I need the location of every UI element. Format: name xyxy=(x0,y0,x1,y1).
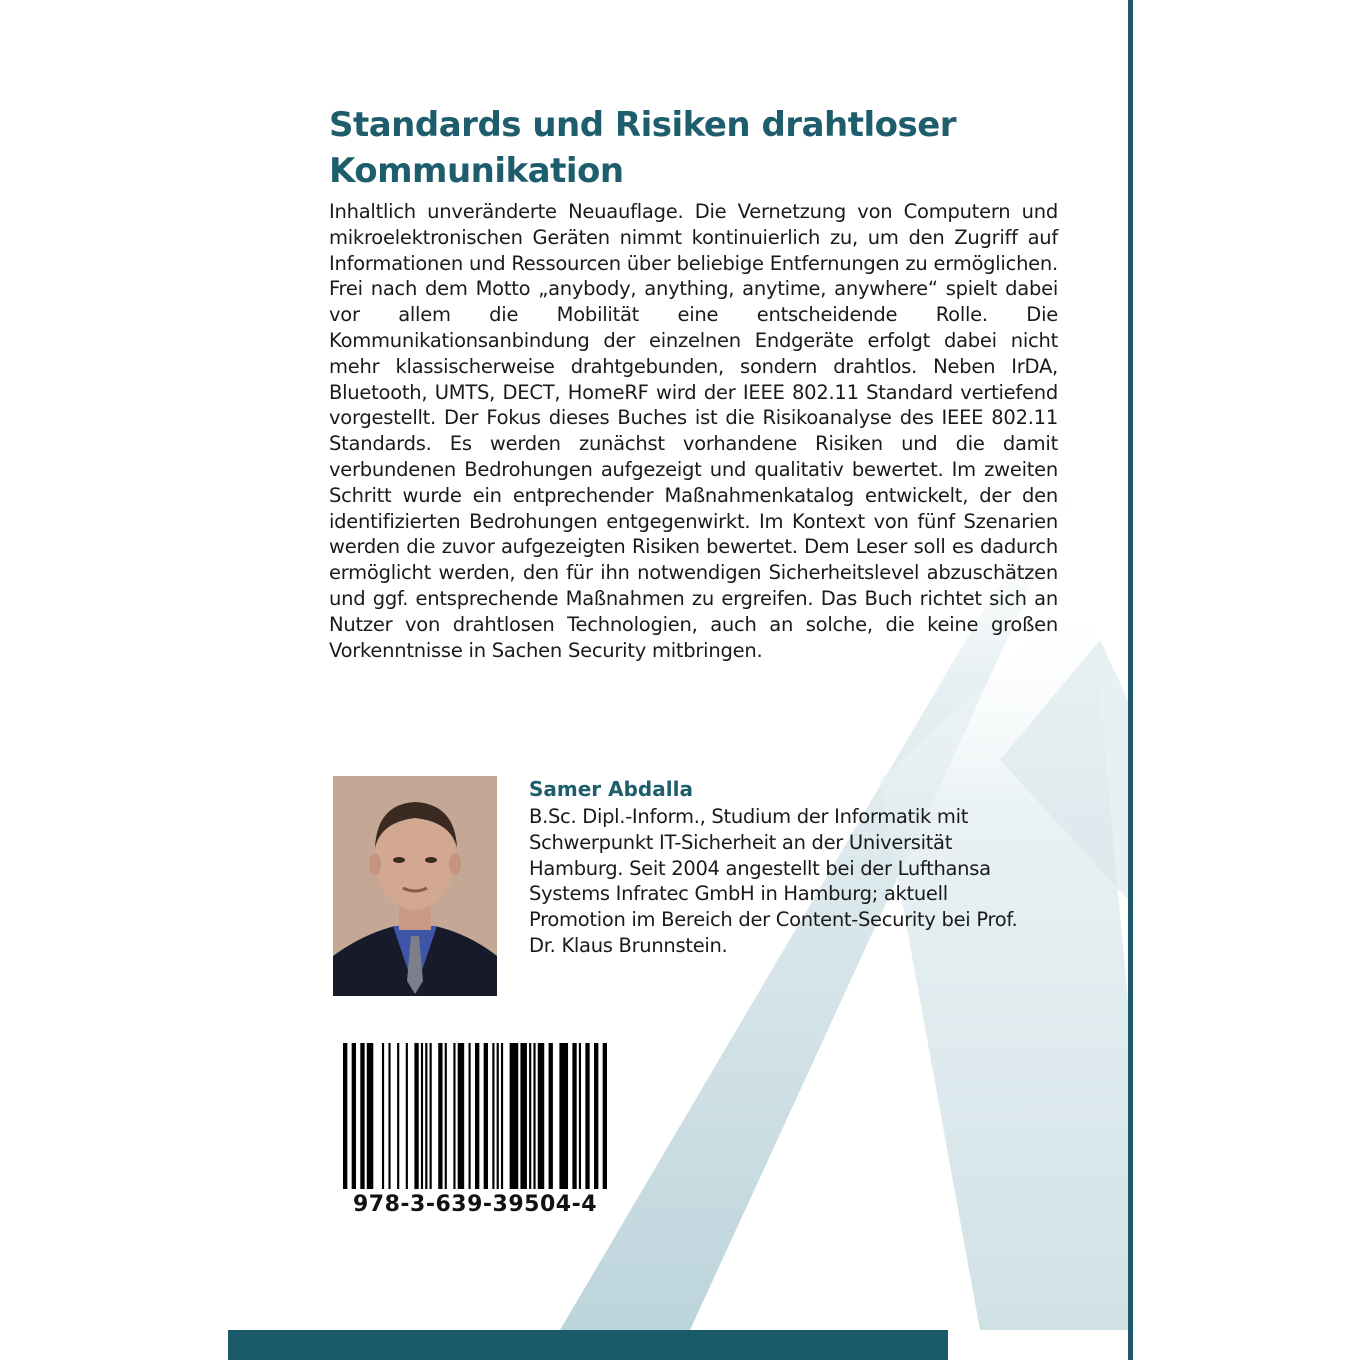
barcode-bar xyxy=(497,1043,499,1189)
author-bio: B.Sc. Dipl.-Inform., Studium der Informatik mit Schwerpunkt IT-Sicherheit an der Universität Hamburg. Seit 2004 angestellt bei der Lufthansa Systems Infratec GmbH in Hamburg; aktuell Promotion im Bereich der Content-Security bei Prof. Dr. Klaus Brunnstein. xyxy=(529,805,1018,957)
isbn-barcode xyxy=(340,1043,610,1189)
barcode-bar xyxy=(397,1043,399,1189)
isbn-number: 978-3-639-39504-4 xyxy=(352,1192,598,1217)
barcode-bar xyxy=(414,1043,418,1189)
barcode-bar xyxy=(458,1043,464,1189)
book-title: Standards und Risiken drahtloser Kommunikation xyxy=(329,105,957,191)
barcode-bar xyxy=(430,1043,432,1189)
author-name: Samer Abdalla xyxy=(529,777,693,801)
barcode-bar xyxy=(520,1043,526,1189)
barcode-bar xyxy=(510,1043,519,1189)
barcode-bar xyxy=(549,1043,553,1189)
barcode-bar xyxy=(579,1043,581,1189)
barcode-bar xyxy=(425,1043,427,1189)
barcode-bar xyxy=(453,1043,455,1189)
barcode-bar xyxy=(538,1043,544,1189)
author-photo xyxy=(333,776,497,996)
barcode-bar xyxy=(406,1043,408,1189)
barcode-bar xyxy=(603,1043,607,1189)
barcode-bar xyxy=(445,1043,447,1189)
barcode-bar xyxy=(388,1043,390,1189)
barcode-bar xyxy=(533,1043,535,1189)
barcode-bar xyxy=(484,1043,488,1189)
barcode-bar xyxy=(382,1043,384,1189)
barcode-bar xyxy=(469,1043,471,1189)
barcode-bar xyxy=(343,1043,347,1189)
barcode-bar xyxy=(529,1043,531,1189)
barcode-bar xyxy=(559,1043,568,1189)
barcode-bar xyxy=(501,1043,503,1189)
barcode-bar xyxy=(475,1043,479,1189)
spine-divider-line xyxy=(1128,0,1133,1360)
barcode-bar xyxy=(585,1043,589,1189)
barcode-bar xyxy=(594,1043,598,1189)
bottom-accent-bar xyxy=(228,1330,948,1360)
barcode-bar xyxy=(438,1043,442,1189)
barcode-bar xyxy=(360,1043,364,1189)
barcode-bar xyxy=(421,1043,423,1189)
barcode-bar xyxy=(572,1043,576,1189)
book-description: Inhaltlich unveränderte Neuauflage. Die Vernetzung von Computern und mikroelektronischen Geräten nimmt kontinuierlich zu, um den Zugriff auf Informationen und Ressourcen über beliebige Entfernungen zu ermöglichen. Frei nach dem Motto „anybody, anything, anytime, anywhere“ spielt dabei vor allem die Mobilität eine entscheidende Rolle. Die Kommunikationsanbindung der einzelnen Endgeräte erfolgt dabei nicht mehr klassischerweise drahtgebunden, sondern drahtlos. Neben IrDA, Bluetooth, UMTS, DECT, HomeRF wird der IEEE 802.11 Standard vertiefend vorgestellt. Der Fokus dieses Buches ist die Risikoanalyse des IEEE 802.11 Standards. Es werden zunächst vorhandene Risiken und die damit verbundenen Bedrohungen aufgezeigt und qualitativ bewertet. Im zweiten Schritt wurde ein entprechender Maßnahmenkatalog entwickelt, der den identifizierten Bedrohungen entgegenwirkt. Im Kontext von fünf Szenarien werden die zuvor aufgezeigten Risiken bewertet. Dem Leser soll es dadurch ermöglicht werden, den für ihn notwendigen Sicherheitslevel abzuschätzen und ggf. entsprechende Maßnahmen zu ergreifen. Das Buch richtet sich an Nutzer von drahtlosen Technologien, auch an solche, die keine großen Vorkenntnisse in Sachen Security mitbringen. xyxy=(329,200,1058,662)
barcode-bar xyxy=(352,1043,356,1189)
barcode-bar xyxy=(367,1043,373,1189)
barcode-bar xyxy=(492,1043,494,1189)
